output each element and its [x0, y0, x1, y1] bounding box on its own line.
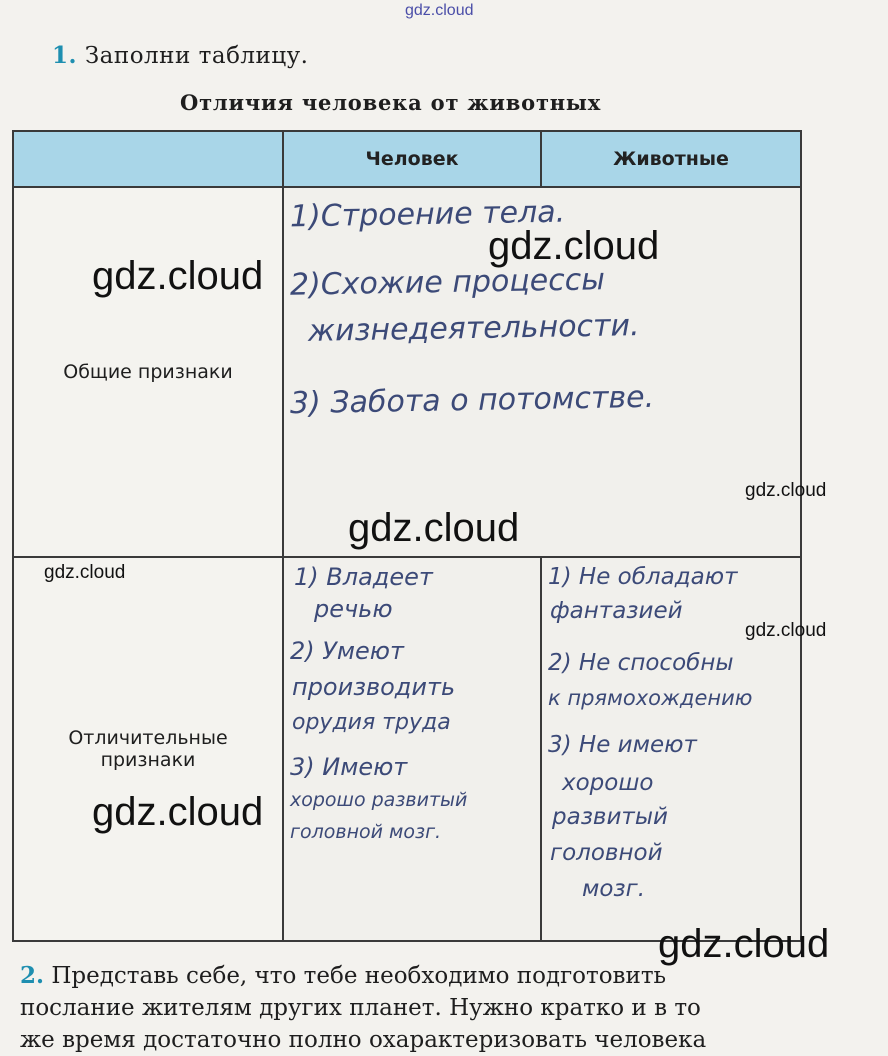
table-row-differences	[13, 557, 801, 941]
handwritten-line: фантазией	[550, 598, 683, 624]
handwritten-line: орудия труда	[292, 710, 451, 735]
handwritten-line: 2) Не способны	[548, 650, 734, 676]
answer-cell-human[interactable]	[283, 557, 541, 941]
handwritten-line: хорошо развитый	[290, 789, 468, 811]
handwritten-line: 2) Умеют	[290, 637, 404, 665]
watermark-overlay: gdz.cloud	[488, 224, 660, 268]
handwritten-line: хорошо	[562, 770, 654, 796]
watermark-overlay: gdz.cloud	[92, 254, 264, 298]
watermark-overlay: gdz.cloud	[44, 562, 126, 583]
handwritten-line: 1)Строение тела.	[289, 194, 566, 235]
watermark-overlay: gdz.cloud	[348, 506, 520, 550]
handwritten-line: к прямохождению	[548, 686, 753, 710]
handwritten-line: производить	[292, 673, 456, 701]
handwritten-line: 2)Схожие процессы	[289, 262, 606, 303]
table-row-common	[13, 187, 801, 557]
watermark-overlay: gdz.cloud	[745, 480, 827, 501]
header-empty	[13, 131, 283, 187]
watermark-overlay: gdz.cloud	[745, 620, 827, 641]
task-2-number: 2.	[20, 962, 45, 989]
watermark-top: gdz.cloud	[405, 2, 474, 19]
handwritten-line: мозг.	[582, 876, 646, 902]
task-2-line: же время достаточно полно охарактеризовать человека	[20, 1027, 707, 1053]
handwritten-line: жизнедеятельности.	[307, 308, 640, 349]
task-1-heading	[52, 42, 309, 69]
task-2-paragraph	[20, 960, 800, 1056]
handwritten-line: 1) Не обладают	[548, 564, 738, 590]
table-header-row	[13, 131, 801, 187]
task-2-text: Представь себе, что тебе необходимо подготовить	[51, 963, 667, 989]
task-2-line	[20, 960, 800, 992]
handwritten-line: 3) Забота о потомстве.	[289, 379, 655, 422]
row-label-line: Отличительные	[68, 727, 228, 749]
handwritten-line: 1) Владеет	[294, 563, 433, 591]
row-label-differences	[13, 557, 283, 941]
row-label-common: Общие признаки	[13, 187, 283, 557]
watermark-overlay: gdz.cloud	[658, 922, 830, 966]
task-1-number: 1.	[52, 42, 78, 69]
handwritten-line: речью	[314, 595, 393, 623]
header-animals: Животные	[541, 131, 801, 187]
table-title: Отличия человека от животных	[180, 90, 602, 115]
watermark-overlay: gdz.cloud	[92, 790, 264, 834]
task-1-text: Заполни таблицу.	[84, 43, 309, 69]
handwritten-line: развитый	[552, 804, 668, 830]
handwritten-line: головной	[550, 840, 663, 866]
row-label-line: признаки	[100, 749, 196, 771]
task-2-line: послание жителям других планет. Нужно кратко и в то	[20, 995, 701, 1021]
header-human: Человек	[283, 131, 541, 187]
handwritten-line: 3) Не имеют	[548, 732, 697, 758]
handwritten-line: 3) Имеют	[290, 753, 408, 781]
handwritten-line: головной мозг.	[290, 821, 442, 843]
answer-cell-animals[interactable]	[541, 557, 801, 941]
